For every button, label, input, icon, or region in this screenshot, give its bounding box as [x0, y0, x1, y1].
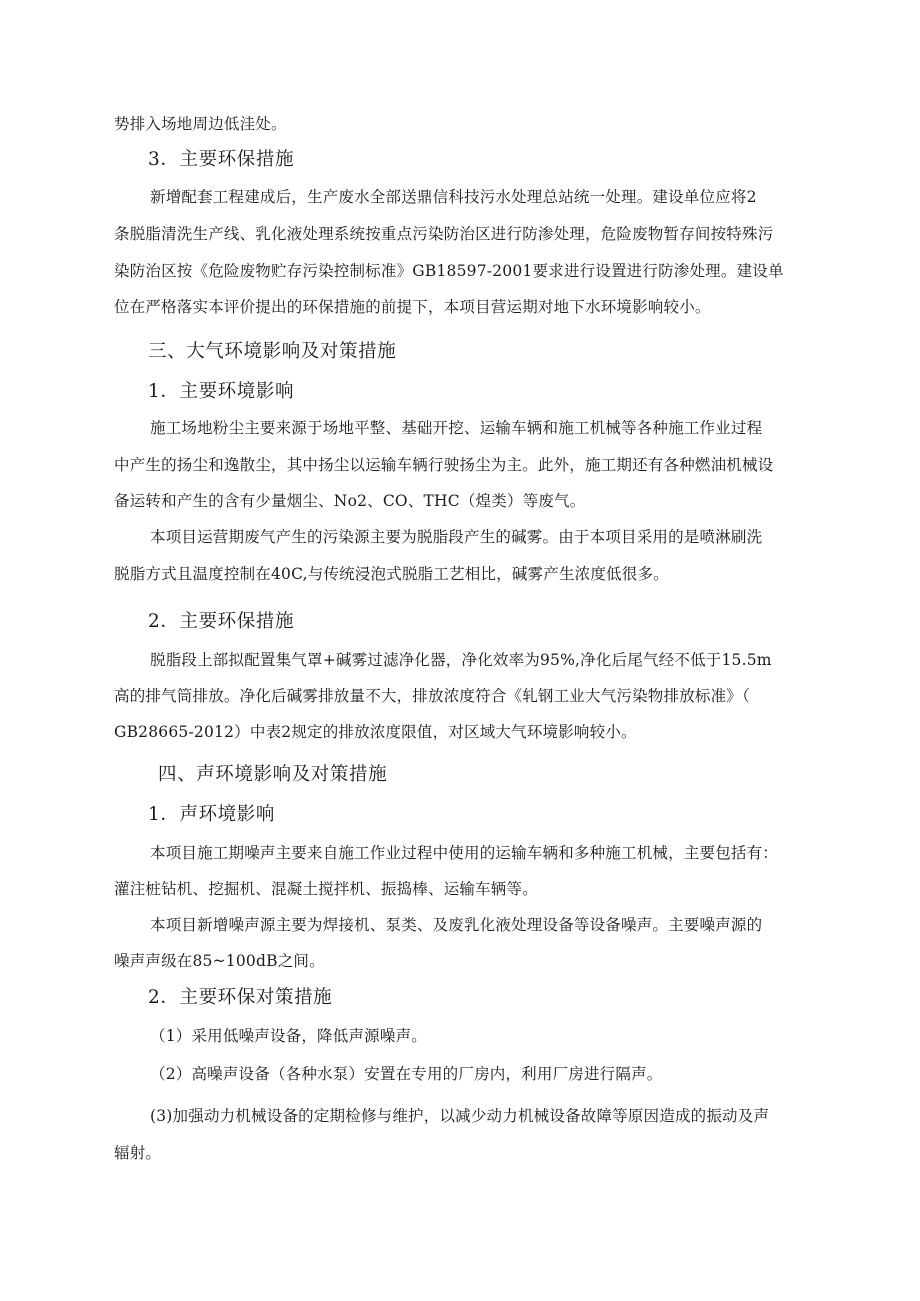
air-subheading-1: 1．主要环境影响	[148, 381, 295, 402]
noise-measure-1: （1）采用低噪声设备，降低声源噪声。	[150, 1027, 427, 1045]
air-paragraph-1-line-2: 中产生的扬尘和逸散尘，其中扬尘以运输车辆行驶扬尘为主。此外，施工期还有各种燃油机械设	[114, 456, 774, 474]
air-paragraph-1-line-3: 备运转和产生的含有少量烟尘、No2、CO、THC（煌类）等废气。	[114, 492, 586, 510]
sec3-paragraph-line-3: 染防治区按《危险废物贮存污染控制标准》GB18597-2001要求进行设置进行防渗处理。建设单	[114, 262, 784, 280]
noise-paragraph-1-line-1: 本项目施工期噪声主要来自施工作业过程中使用的运输车辆和多种施工机械，主要包括有：	[150, 844, 779, 862]
air-paragraph-2-line-1: 本项目运营期废气产生的污染源主要为脱脂段产生的碱雾。由于本项目采用的是喷淋刷洗	[150, 528, 763, 546]
noise-paragraph-2-line-2: 噪声声级在85~100dB之间。	[114, 952, 325, 970]
noise-measure-2: （2）高噪声设备（各种水泵）安置在专用的厂房内，利用厂房进行隔声。	[150, 1065, 663, 1083]
noise-subheading-1: 1．声环境影响	[148, 804, 275, 825]
noise-paragraph-2-line-1: 本项目新增噪声源主要为焊接机、泵类、及废乳化液处理设备等设备噪声。主要噪声源的	[150, 916, 763, 934]
air-paragraph-1-line-1: 施工场地粉尘主要来源于场地平整、基础开挖、运输车辆和施工机械等各种施工作业过程	[150, 419, 763, 437]
noise-measure-3-line-1: (3)加强动力机械设备的定期检修与维护，以减少动力机械设备故障等原因造成的振动及声	[150, 1107, 770, 1125]
air-paragraph-3-line-2: 高的排气筒排放。净化后碱雾排放量不大，排放浓度符合《轧钢工业大气污染物排放标准》（	[114, 687, 750, 705]
air-section-heading: 三、大气环境影响及对策措施	[148, 341, 397, 362]
continuation-text: 势排入场地周边低洼处。	[114, 115, 287, 133]
air-paragraph-2-line-2: 脱脂方式且温度控制在40C,与传统浸泡式脱脂工艺相比，碱雾产生浓度低很多。	[114, 565, 669, 583]
sec3-paragraph-line-1: 新增配套工程建成后，生产废水全部送鼎信科技污水处理总站统一处理。建设单位应将2	[150, 188, 757, 206]
air-subheading-2: 2．主要环保措施	[148, 611, 295, 632]
noise-subheading-2: 2．主要环保对策措施	[148, 987, 333, 1008]
noise-section-heading: 四、声环境影响及对策措施	[158, 764, 388, 785]
noise-measure-3-line-2: 辐射。	[114, 1144, 162, 1162]
air-paragraph-3-line-1: 脱脂段上部拟配置集气罩+碱雾过滤净化器，净化效率为95%,净化后尾气经不低于15.5m	[150, 651, 772, 669]
noise-paragraph-1-line-2: 灌注桩钻机、挖掘机、混凝土搅拌机、振捣棒、运输车辆等。	[114, 880, 538, 898]
air-paragraph-3-line-3: GB28665-2012）中表2规定的排放浓度限值，对区域大气环境影响较小。	[114, 723, 637, 741]
sec3-paragraph-line-4: 位在严格落实本评价提出的环保措施的前提下，本项目营运期对地下水环境影响较小。	[114, 298, 711, 316]
section-3-heading: 3．主要环保措施	[148, 149, 295, 170]
sec3-paragraph-line-2: 条脱脂清洗生产线、乳化液处理系统按重点污染防治区进行防渗处理，危险废物暂存间按特殊污	[114, 225, 774, 243]
